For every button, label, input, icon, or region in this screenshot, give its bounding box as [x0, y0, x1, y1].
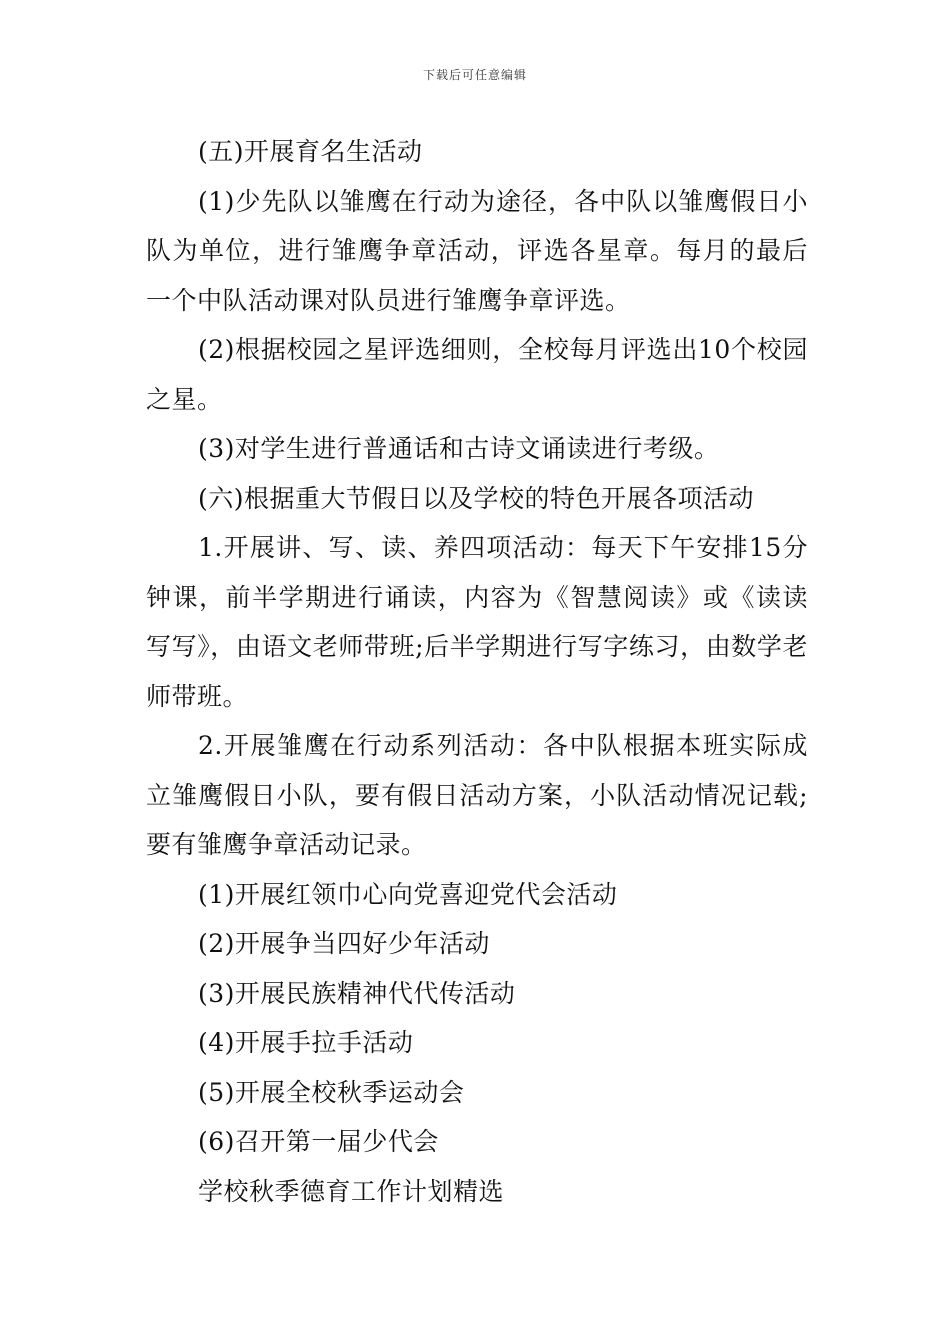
list-item-5: (5)开展全校秋季运动会 — [198, 1077, 465, 1107]
paragraph-item-3: (3)对学生进行普通话和古诗文诵读进行考级。 — [198, 434, 720, 463]
header-note: 下载后可任意编辑 — [422, 68, 527, 82]
document-body — [146, 127, 808, 1216]
paragraph-activity-1: 1.开展讲、写、读、养四项活动：每天下午安排15分钟课，前半学期进行诵读，内容为《智慧阅读》或《读读写写》，由语文老师带班;后半学期进行写字练习，由数学老师带班。 — [146, 533, 808, 711]
document-title-next: 学校秋季德育工作计划精选 — [198, 1176, 505, 1206]
paragraph-item-2: (2)根据校园之星评选细则，全校每月评选出10个校园之星。 — [146, 335, 808, 414]
paragraph-item-1: (1)少先队以雏鹰在行动为途径，各中队以雏鹰假日小队为单位，进行雏鹰争章活动，评选各星章。每月的最后一个中队活动课对队员进行雏鹰争章评选。 — [146, 186, 808, 315]
list-item-6: (6)召开第一届少代会 — [198, 1127, 439, 1156]
list-item-3: (3)开展民族精神代代传活动 — [198, 978, 516, 1008]
paragraph-activity-2: 2.开展雏鹰在行动系列活动：各中队根据本班实际成立雏鹰假日小队，要有假日活动方案，小队活动情况记载;要有雏鹰争章活动记录。 — [146, 731, 808, 859]
section-heading-5: (五)开展育名生活动 — [198, 137, 423, 166]
list-item-1: (1)开展红领巾心向党喜迎党代会活动 — [198, 879, 618, 909]
list-item-4: (4)开展手拉手活动 — [198, 1028, 414, 1057]
list-item-2: (2)开展争当四好少年活动 — [198, 929, 490, 958]
section-heading-6: (六)根据重大节假日以及学校的特色开展各项活动 — [198, 483, 755, 513]
